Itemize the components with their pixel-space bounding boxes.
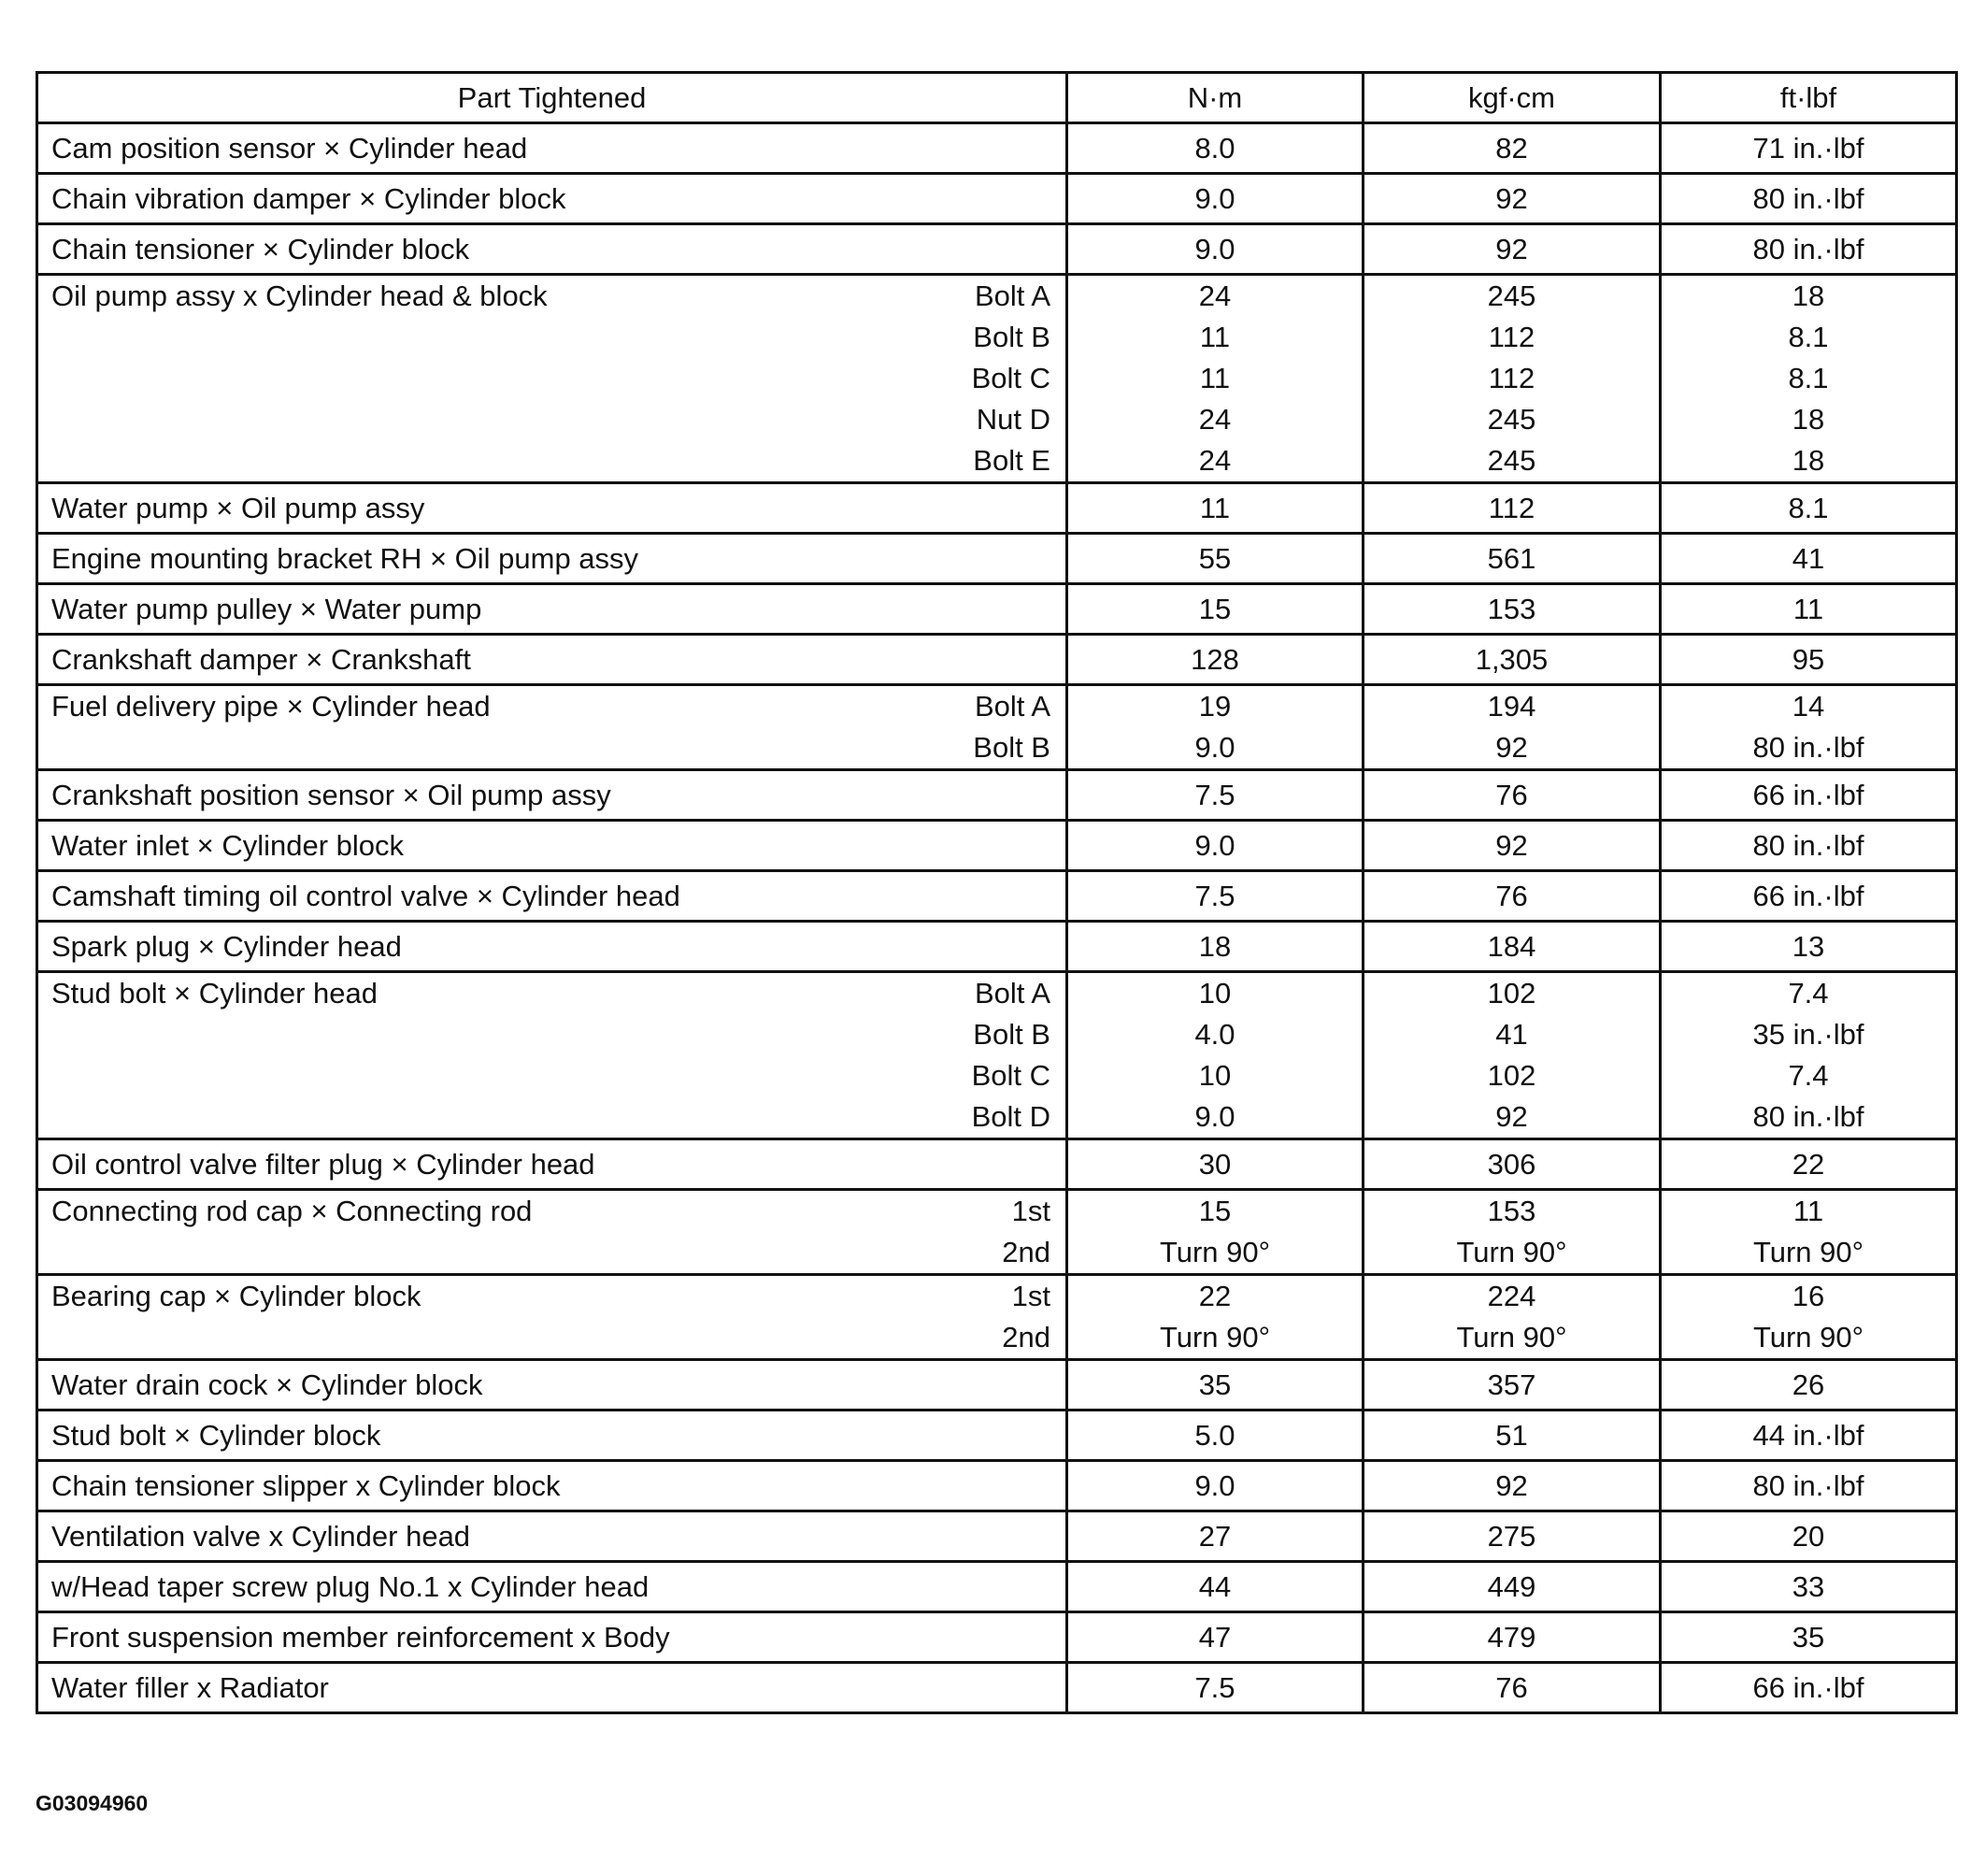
- torque-value: 9.0: [1194, 828, 1235, 862]
- kgf-cm-value-cell: [1364, 534, 1661, 584]
- ft-lbf-value-cell: [1661, 224, 1957, 275]
- part-name: Camshaft timing oil control valve × Cylinder head: [51, 879, 680, 912]
- torque-value: 15: [1198, 592, 1232, 625]
- fastener-label: 2nd: [1002, 1236, 1050, 1268]
- torque-value: 18: [1792, 403, 1825, 436]
- torque-value: 16: [1792, 1280, 1825, 1312]
- table-body: [37, 123, 1957, 1713]
- fastener-label: Bolt C: [971, 1059, 1050, 1092]
- nm-value-cell: [1067, 770, 1364, 821]
- part-tightened-cell: [37, 1139, 1067, 1190]
- header-nm: N·m: [1067, 73, 1364, 123]
- table-row: [37, 972, 1957, 1139]
- fastener-label: Bolt A: [975, 690, 1050, 723]
- torque-value: 66 in.·lbf: [1752, 1670, 1864, 1704]
- part-tightened-cell: [37, 123, 1067, 174]
- torque-value: 92: [1495, 828, 1528, 862]
- torque-value: 35: [1198, 1368, 1232, 1401]
- torque-value: 9.0: [1194, 181, 1235, 215]
- torque-value: 24: [1198, 403, 1232, 436]
- ft-lbf-value-cell: [1661, 1190, 1957, 1275]
- torque-value: 26: [1792, 1368, 1825, 1401]
- torque-value: 449: [1487, 1569, 1536, 1603]
- part-tightened-cell: [37, 821, 1067, 871]
- torque-value: 357: [1487, 1368, 1536, 1401]
- torque-value: 8.1: [1788, 362, 1829, 394]
- part-name: Crankshaft position sensor × Oil pump assy: [51, 778, 611, 811]
- nm-value-cell: [1067, 1562, 1364, 1612]
- part-cell-content: [38, 930, 1065, 964]
- nm-value-cell: [1067, 1461, 1364, 1511]
- part-name: Water drain cock × Cylinder block: [51, 1368, 483, 1401]
- nm-value-cell: [1067, 483, 1364, 534]
- torque-value: 76: [1495, 1670, 1528, 1704]
- part-tightened-cell: [37, 1511, 1067, 1562]
- figure-id: G03094960: [36, 1791, 149, 1815]
- torque-value: 245: [1487, 279, 1536, 312]
- part-cell-content: [38, 1469, 1065, 1503]
- ft-lbf-value-cell: [1661, 275, 1957, 483]
- part-tightened-cell: [37, 1190, 1067, 1275]
- table-row: [37, 1360, 1957, 1411]
- nm-value-cell: [1067, 972, 1364, 1139]
- fastener-label: Nut D: [976, 403, 1050, 436]
- torque-value: 11: [1792, 1195, 1824, 1227]
- part-cell-content: [38, 643, 1065, 677]
- table-row: [37, 922, 1957, 972]
- table-row: [37, 1461, 1957, 1511]
- torque-value: 9.0: [1194, 1100, 1235, 1133]
- nm-value-cell: [1067, 123, 1364, 174]
- nm-value-cell: [1067, 1612, 1364, 1663]
- part-tightened-cell: [37, 1360, 1067, 1411]
- fastener-label: 2nd: [1002, 1321, 1050, 1353]
- torque-value: 224: [1487, 1280, 1536, 1312]
- torque-value: Turn 90°: [1752, 1321, 1864, 1353]
- kgf-cm-value-cell: [1364, 1612, 1661, 1663]
- torque-value: 7.4: [1788, 977, 1829, 1010]
- torque-value: 30: [1198, 1147, 1232, 1181]
- ft-lbf-value-cell: [1661, 584, 1957, 635]
- kgf-cm-value-cell: [1364, 1663, 1661, 1713]
- torque-value: 80 in.·lbf: [1752, 181, 1864, 215]
- torque-value: 41: [1792, 541, 1825, 575]
- table-row: [37, 534, 1957, 584]
- fastener-label: Bolt A: [975, 977, 1050, 1010]
- part-cell-content: [38, 1276, 1065, 1358]
- torque-value: 18: [1792, 279, 1825, 312]
- torque-value: 71 in.·lbf: [1752, 131, 1864, 165]
- ft-lbf-value-cell: [1661, 685, 1957, 770]
- kgf-cm-value-cell: [1364, 685, 1661, 770]
- torque-value: 8.1: [1788, 321, 1829, 353]
- torque-value: 1,305: [1475, 642, 1549, 676]
- part-tightened-cell: [37, 1461, 1067, 1511]
- table-row: [37, 1190, 1957, 1275]
- nm-value-cell: [1067, 534, 1364, 584]
- part-cell-content: [38, 542, 1065, 576]
- torque-value: 22: [1198, 1280, 1232, 1312]
- torque-value: Turn 90°: [1456, 1321, 1567, 1353]
- part-name: Water inlet × Cylinder block: [51, 828, 405, 862]
- kgf-cm-value-cell: [1364, 972, 1661, 1139]
- part-cell-content: [38, 1368, 1065, 1402]
- ft-lbf-value-cell: [1661, 1663, 1957, 1713]
- fastener-label: Bolt B: [973, 321, 1050, 353]
- part-tightened-cell: [37, 483, 1067, 534]
- nm-value-cell: [1067, 1411, 1364, 1461]
- ft-lbf-value-cell: [1661, 1275, 1957, 1360]
- torque-value: 80 in.·lbf: [1752, 1468, 1864, 1502]
- part-tightened-cell: [37, 1411, 1067, 1461]
- nm-value-cell: [1067, 275, 1364, 483]
- torque-value: 92: [1495, 731, 1528, 764]
- part-name: Spark plug × Cylinder head: [51, 929, 402, 963]
- torque-value: 479: [1487, 1620, 1536, 1654]
- part-name: Water pump × Oil pump assy: [51, 491, 425, 524]
- kgf-cm-value-cell: [1364, 821, 1661, 871]
- table-row: [37, 821, 1957, 871]
- nm-value-cell: [1067, 922, 1364, 972]
- part-name: Water pump pulley × Water pump: [51, 592, 482, 625]
- kgf-cm-value-cell: [1364, 1275, 1661, 1360]
- torque-value: 245: [1487, 403, 1536, 436]
- ft-lbf-value-cell: [1661, 1612, 1957, 1663]
- fastener-label: Bolt E: [973, 444, 1050, 477]
- torque-specification-table: [36, 71, 1958, 1714]
- torque-value: 4.0: [1194, 1018, 1235, 1051]
- ft-lbf-value-cell: [1661, 972, 1957, 1139]
- torque-value: 7.5: [1194, 879, 1235, 912]
- nm-value-cell: [1067, 1139, 1364, 1190]
- torque-value: 184: [1487, 929, 1536, 963]
- table-row: [37, 1562, 1957, 1612]
- torque-value: 51: [1495, 1418, 1528, 1452]
- part-tightened-cell: [37, 534, 1067, 584]
- nm-value-cell: [1067, 1360, 1364, 1411]
- torque-value: 18: [1198, 929, 1232, 963]
- torque-value: 95: [1792, 642, 1825, 676]
- header-ft-lbf: ft·lbf: [1661, 73, 1957, 123]
- part-cell-content: [38, 880, 1065, 913]
- torque-value: 80 in.·lbf: [1752, 232, 1864, 265]
- torque-value: 20: [1792, 1519, 1825, 1553]
- nm-value-cell: [1067, 871, 1364, 922]
- kgf-cm-value-cell: [1364, 1411, 1661, 1461]
- part-cell-content: [38, 233, 1065, 266]
- part-cell-content: [38, 132, 1065, 165]
- torque-value: 18: [1792, 444, 1825, 477]
- kgf-cm-value-cell: [1364, 1360, 1661, 1411]
- nm-value-cell: [1067, 1275, 1364, 1360]
- table-row: [37, 275, 1957, 483]
- kgf-cm-value-cell: [1364, 275, 1661, 483]
- part-name: Chain tensioner × Cylinder block: [51, 232, 470, 265]
- torque-value: 10: [1198, 1059, 1232, 1092]
- torque-value: 10: [1198, 977, 1232, 1010]
- ft-lbf-value-cell: [1661, 1511, 1957, 1562]
- part-name: Stud bolt × Cylinder head: [51, 977, 378, 1010]
- part-cell-content: [38, 593, 1065, 626]
- torque-value: 112: [1488, 321, 1535, 353]
- torque-value: 80 in.·lbf: [1752, 1100, 1864, 1133]
- part-name: Engine mounting bracket RH × Oil pump assy: [51, 541, 639, 575]
- torque-value: 9.0: [1194, 731, 1235, 764]
- part-name: Oil pump assy x Cylinder head & block: [51, 279, 548, 312]
- part-name: Oil control valve filter plug × Cylinder head: [51, 1147, 595, 1181]
- table-row: [37, 1411, 1957, 1461]
- torque-value: 306: [1487, 1147, 1536, 1181]
- table-row: [37, 224, 1957, 275]
- torque-value: 44: [1198, 1569, 1232, 1603]
- torque-value: 35: [1792, 1620, 1825, 1654]
- torque-value: 561: [1487, 541, 1536, 575]
- ft-lbf-value-cell: [1661, 534, 1957, 584]
- part-name: Stud bolt × Cylinder block: [51, 1418, 381, 1452]
- torque-value: 92: [1495, 1100, 1528, 1133]
- part-name: Chain tensioner slipper x Cylinder block: [51, 1468, 561, 1502]
- part-cell-content: [38, 492, 1065, 525]
- torque-value: 92: [1495, 232, 1528, 265]
- nm-value-cell: [1067, 821, 1364, 871]
- torque-value: 47: [1198, 1620, 1232, 1654]
- part-name: Chain vibration damper × Cylinder block: [51, 181, 566, 215]
- fastener-list: [1002, 1191, 1050, 1273]
- table-row: [37, 174, 1957, 224]
- part-tightened-cell: [37, 1663, 1067, 1713]
- table-row: [37, 1511, 1957, 1562]
- torque-value: 22: [1792, 1147, 1825, 1181]
- part-cell-content: [38, 779, 1065, 812]
- table-row: [37, 635, 1957, 685]
- torque-value: 24: [1198, 444, 1232, 477]
- part-name: Crankshaft damper × Crankshaft: [51, 642, 471, 676]
- torque-value: 76: [1495, 778, 1528, 811]
- torque-value: 41: [1495, 1018, 1528, 1051]
- torque-value: 11: [1199, 491, 1231, 524]
- part-cell-content: [38, 1520, 1065, 1554]
- ft-lbf-value-cell: [1661, 770, 1957, 821]
- part-cell-content: [38, 1419, 1065, 1453]
- ft-lbf-value-cell: [1661, 1562, 1957, 1612]
- part-tightened-cell: [37, 1612, 1067, 1663]
- torque-value: 24: [1198, 279, 1232, 312]
- table-row: [37, 1612, 1957, 1663]
- torque-value: 11: [1199, 321, 1231, 353]
- part-name: Front suspension member reinforcement x Body: [51, 1620, 670, 1654]
- part-tightened-cell: [37, 174, 1067, 224]
- kgf-cm-value-cell: [1364, 174, 1661, 224]
- part-name: Bearing cap × Cylinder block: [51, 1280, 421, 1312]
- kgf-cm-value-cell: [1364, 584, 1661, 635]
- torque-value: 128: [1191, 642, 1239, 676]
- fastener-list: [1002, 1276, 1050, 1358]
- part-name: Fuel delivery pipe × Cylinder head: [51, 690, 491, 723]
- part-cell-content: [38, 829, 1065, 863]
- torque-value: Turn 90°: [1159, 1236, 1271, 1268]
- torque-value: 275: [1487, 1519, 1536, 1553]
- table-row: [37, 123, 1957, 174]
- torque-value: 8.0: [1194, 131, 1235, 165]
- kgf-cm-value-cell: [1364, 770, 1661, 821]
- fastener-label: Bolt D: [971, 1100, 1050, 1133]
- torque-value: 14: [1792, 690, 1825, 723]
- kgf-cm-value-cell: [1364, 635, 1661, 685]
- part-tightened-cell: [37, 275, 1067, 483]
- kgf-cm-value-cell: [1364, 1461, 1661, 1511]
- torque-value: 11: [1792, 592, 1824, 625]
- nm-value-cell: [1067, 224, 1364, 275]
- part-cell-content: [38, 1621, 1065, 1654]
- part-name: Cam position sensor × Cylinder head: [51, 131, 528, 165]
- torque-value: 80 in.·lbf: [1752, 731, 1864, 764]
- part-tightened-cell: [37, 972, 1067, 1139]
- nm-value-cell: [1067, 584, 1364, 635]
- ft-lbf-value-cell: [1661, 922, 1957, 972]
- fastener-label: Bolt C: [971, 362, 1050, 394]
- ft-lbf-value-cell: [1661, 1139, 1957, 1190]
- torque-value: 80 in.·lbf: [1752, 828, 1864, 862]
- nm-value-cell: [1067, 685, 1364, 770]
- part-tightened-cell: [37, 224, 1067, 275]
- torque-value: 55: [1198, 541, 1232, 575]
- fastener-label: Bolt B: [973, 731, 1050, 764]
- torque-value: 8.1: [1788, 491, 1829, 524]
- fastener-label: Bolt A: [975, 279, 1050, 312]
- torque-value: 66 in.·lbf: [1752, 879, 1864, 912]
- ft-lbf-value-cell: [1661, 1411, 1957, 1461]
- torque-value: 82: [1495, 131, 1528, 165]
- torque-value: 194: [1487, 690, 1536, 723]
- table-row: [37, 1275, 1957, 1360]
- torque-value: 102: [1487, 977, 1536, 1010]
- ft-lbf-value-cell: [1661, 1461, 1957, 1511]
- torque-value: 5.0: [1194, 1418, 1235, 1452]
- torque-value: 245: [1487, 444, 1536, 477]
- part-tightened-cell: [37, 871, 1067, 922]
- kgf-cm-value-cell: [1364, 1511, 1661, 1562]
- fastener-label: Bolt B: [973, 1018, 1050, 1051]
- ft-lbf-value-cell: [1661, 483, 1957, 534]
- torque-value: 19: [1198, 690, 1232, 723]
- part-cell-content: [38, 1671, 1065, 1705]
- fastener-list: [972, 276, 1050, 481]
- part-tightened-cell: [37, 770, 1067, 821]
- torque-value: 7.5: [1194, 1670, 1235, 1704]
- ft-lbf-value-cell: [1661, 123, 1957, 174]
- nm-value-cell: [1067, 1190, 1364, 1275]
- torque-value: 153: [1487, 592, 1536, 625]
- part-name: Water filler x Radiator: [51, 1670, 329, 1704]
- kgf-cm-value-cell: [1364, 871, 1661, 922]
- part-tightened-cell: [37, 922, 1067, 972]
- torque-value: 7.4: [1788, 1059, 1829, 1092]
- part-tightened-cell: [37, 1275, 1067, 1360]
- table-row: [37, 685, 1957, 770]
- part-cell-content: [38, 1148, 1065, 1181]
- ft-lbf-value-cell: [1661, 1360, 1957, 1411]
- torque-value: 35 in.·lbf: [1752, 1018, 1864, 1051]
- part-name: Connecting rod cap × Connecting rod: [51, 1195, 533, 1227]
- torque-value: 9.0: [1194, 1468, 1235, 1502]
- ft-lbf-value-cell: [1661, 821, 1957, 871]
- part-tightened-cell: [37, 584, 1067, 635]
- ft-lbf-value-cell: [1661, 174, 1957, 224]
- kgf-cm-value-cell: [1364, 483, 1661, 534]
- torque-value: 11: [1199, 362, 1231, 394]
- torque-value: 112: [1488, 491, 1535, 524]
- part-cell-content: [38, 1570, 1065, 1604]
- torque-value: Turn 90°: [1456, 1236, 1567, 1268]
- table-row: [37, 1139, 1957, 1190]
- kgf-cm-value-cell: [1364, 922, 1661, 972]
- fastener-list: [972, 973, 1050, 1138]
- torque-value: Turn 90°: [1752, 1236, 1864, 1268]
- kgf-cm-value-cell: [1364, 224, 1661, 275]
- torque-value: 9.0: [1194, 232, 1235, 265]
- kgf-cm-value-cell: [1364, 1562, 1661, 1612]
- table-row: [37, 483, 1957, 534]
- nm-value-cell: [1067, 635, 1364, 685]
- ft-lbf-value-cell: [1661, 871, 1957, 922]
- table-row: [37, 1663, 1957, 1713]
- table-row: [37, 584, 1957, 635]
- fastener-list: [973, 686, 1050, 768]
- kgf-cm-value-cell: [1364, 1139, 1661, 1190]
- torque-value: 7.5: [1194, 778, 1235, 811]
- part-cell-content: [38, 1191, 1065, 1273]
- table-row: [37, 770, 1957, 821]
- kgf-cm-value-cell: [1364, 123, 1661, 174]
- torque-value: 13: [1792, 929, 1825, 963]
- torque-value: 27: [1198, 1519, 1232, 1553]
- torque-value: 15: [1198, 1195, 1232, 1227]
- header-row: [37, 73, 1957, 123]
- torque-value: 102: [1487, 1059, 1536, 1092]
- nm-value-cell: [1067, 174, 1364, 224]
- part-name: Ventilation valve x Cylinder head: [51, 1519, 471, 1553]
- fastener-label: 1st: [1011, 1195, 1050, 1227]
- part-name: w/Head taper screw plug No.1 x Cylinder head: [51, 1569, 650, 1603]
- kgf-cm-value-cell: [1364, 1190, 1661, 1275]
- torque-value: 92: [1495, 181, 1528, 215]
- header-part-tightened: Part Tightened: [37, 73, 1067, 123]
- torque-value: 33: [1792, 1569, 1825, 1603]
- torque-value: 112: [1488, 362, 1535, 394]
- part-cell-content: [38, 973, 1065, 1138]
- part-tightened-cell: [37, 685, 1067, 770]
- ft-lbf-value-cell: [1661, 635, 1957, 685]
- torque-value: 92: [1495, 1468, 1528, 1502]
- torque-value: Turn 90°: [1159, 1321, 1271, 1353]
- header-kgf-cm: kgf·cm: [1364, 73, 1661, 123]
- part-cell-content: [38, 276, 1065, 481]
- table-row: [37, 871, 1957, 922]
- nm-value-cell: [1067, 1511, 1364, 1562]
- fastener-label: 1st: [1011, 1280, 1050, 1312]
- torque-value: 66 in.·lbf: [1752, 778, 1864, 811]
- part-tightened-cell: [37, 1562, 1067, 1612]
- part-cell-content: [38, 686, 1065, 768]
- torque-value: 44 in.·lbf: [1752, 1418, 1864, 1452]
- nm-value-cell: [1067, 1663, 1364, 1713]
- part-tightened-cell: [37, 635, 1067, 685]
- torque-value: 153: [1487, 1195, 1536, 1227]
- torque-value: 76: [1495, 879, 1528, 912]
- part-cell-content: [38, 182, 1065, 216]
